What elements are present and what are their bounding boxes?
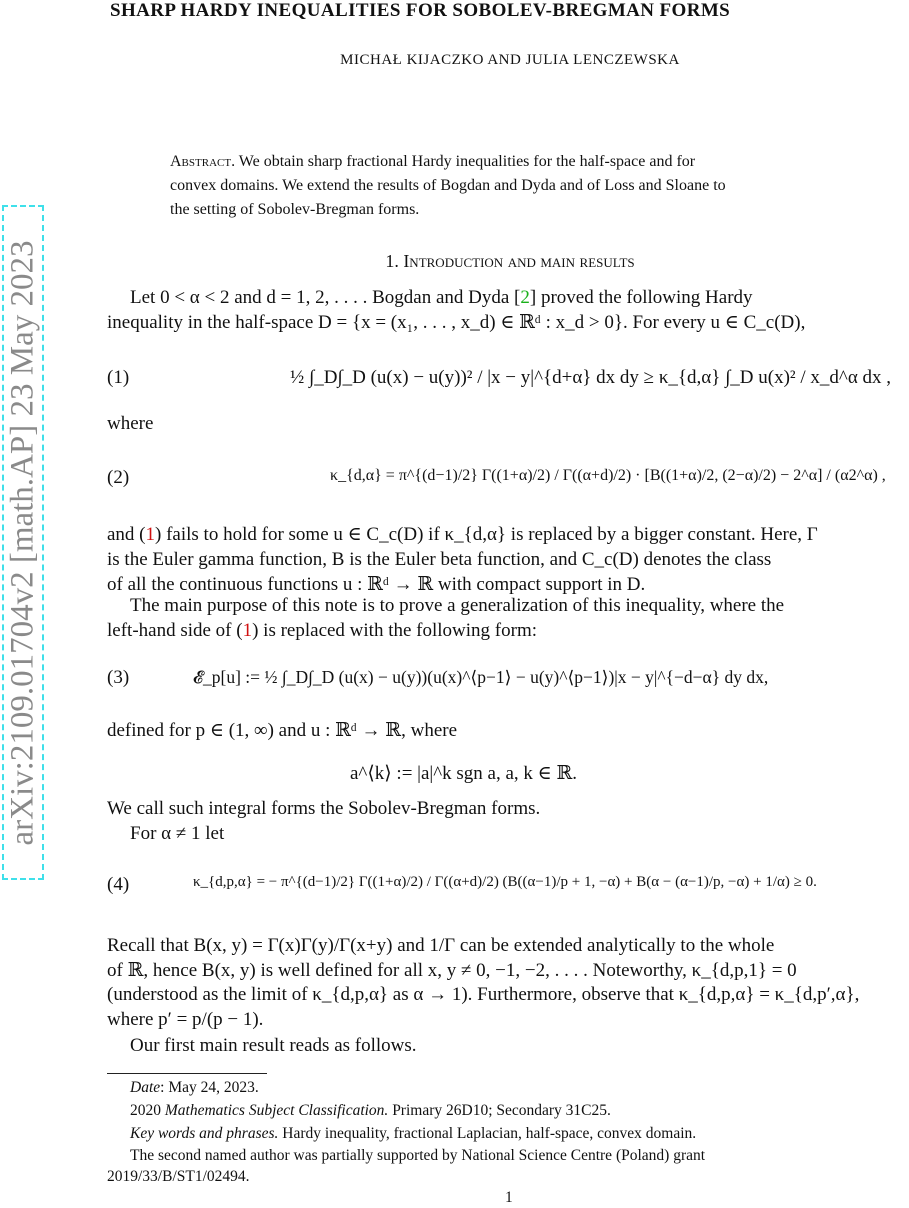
paragraph-line: of all the continuous functions u : ℝᵈ → ℝ with compact support in D. [107,574,646,595]
equation-ref-link[interactable]: 1 [242,620,253,641]
section-heading: 1. Introduction and main results [385,251,635,271]
equation-2: κ_{d,α} = π^{(d−1)/2} Γ((1+α)/2) / Γ((α+d)/2) · [B((1+α)/2, (2−α)/2) − 2^α] / (α2^α) , [330,467,886,484]
abstract-line: the setting of Sobolev-Bregman forms. [170,201,420,218]
abstract [170,150,845,222]
paragraph-line: defined for p ∈ (1, ∞) and u : ℝᵈ → ℝ, where [107,720,458,741]
abstract-label: Abstract. [170,153,236,170]
equation-number: (1) [107,367,130,388]
abstract-line: We obtain sharp fractional Hardy inequalities for the half-space and for [238,153,696,170]
arxiv-stamp[interactable] [2,205,44,880]
footnote-keywords: Key words and phrases. Hardy inequality, fractional Laplacian, half-space, convex domain. [130,1125,697,1142]
paragraph-line: Recall that B(x, y) = Γ(x)Γ(y)/Γ(x+y) and 1/Γ can be extended analytically to the whole [107,935,775,956]
authors: MICHAŁ KIJACZKO AND JULIA LENCZEWSKA [340,52,680,68]
equation-number: (3) [107,667,130,688]
paragraph-line: For α ≠ 1 let [130,823,225,844]
page-number: 1 [505,1189,513,1206]
arxiv-id: arXiv:2109.01704v2 [math.AP] 23 May 2023 [4,240,41,845]
paragraph-line: Let 0 < α < 2 and d = 1, 2, . . . . Bogdan and Dyda [2] proved the following Hardy [130,287,753,308]
paper-title: SHARP HARDY INEQUALITIES FOR SOBOLEV-BREGMAN FORMS [110,0,731,21]
footnote-msc: 2020 Mathematics Subject Classification. Primary 26D10; Secondary 31C25. [130,1102,611,1119]
equation-number: (2) [107,467,130,488]
equation-4: κ_{d,p,α} = − π^{(d−1)/2} Γ((1+α)/2) / Γ((α+d)/2) (B((α−1)/p + 1, −α) + B(α − (α−1)/p, −α) + 1/α) ≥ 0. [193,874,817,890]
citation-link[interactable]: 2 [520,287,530,308]
equation-ref-link[interactable]: 1 [145,524,156,545]
footnote-rule [107,1073,267,1074]
paragraph-line: is the Euler gamma function, B is the Euler beta function, and C_c(D) denotes the class [107,549,772,570]
paragraph-line: inequality in the half-space D = {x = (x₁, . . . , x_d) ∈ ℝᵈ : x_d > 0}. For every u ∈ C_c(D), [107,312,806,333]
paragraph-line: where p′ = p/(p − 1). [107,1009,264,1030]
equation-def: a^⟨k⟩ := |a|^k sgn a, a, k ∈ ℝ. [350,763,577,784]
paragraph-line: We call such integral forms the Sobolev-Bregman forms. [107,798,541,819]
equation-1: ½ ∫_D∫_D (u(x) − u(y))² / |x − y|^{d+α} dx dy ≥ κ_{d,α} ∫_D u(x)² / x_d^α dx , [290,367,892,388]
paragraph-line: left-hand side of (1) is replaced with the following form: [107,620,538,641]
paragraph-line: Our first main result reads as follows. [130,1035,417,1056]
equation-number: (4) [107,874,130,895]
abstract-line: convex domains. We extend the results of Bogdan and Dyda and of Loss and Sloane to [170,177,726,194]
footnote-grant: 2019/33/B/ST1/02494. [107,1168,250,1185]
paragraph-line: of ℝ, hence B(x, y) is well defined for all x, y ≠ 0, −1, −2, . . . . Noteworthy, κ_{d,p,1} = 0 [107,960,797,981]
paragraph-line: where [107,413,154,434]
equation-3: 𝓔_p[u] := ½ ∫_D∫_D (u(x) − u(y))(u(x)^⟨p−1⟩ − u(y)^⟨p−1⟩)|x − y|^{−d−α} dy dx, [193,667,769,687]
paragraph-line: and (1) fails to hold for some u ∈ C_c(D) if κ_{d,α} is replaced by a bigger constant. Here, Γ [107,524,818,545]
footnote-date: Date: May 24, 2023. [130,1079,259,1096]
paragraph-line: The main purpose of this note is to prove a generalization of this inequality, where the [130,595,785,616]
footnote-grant: The second named author was partially supported by National Science Centre (Poland) grant [130,1147,706,1164]
paragraph-line: (understood as the limit of κ_{d,p,α} as α → 1). Furthermore, observe that κ_{d,p,α} = κ_{d,p′,α}, [107,984,860,1005]
